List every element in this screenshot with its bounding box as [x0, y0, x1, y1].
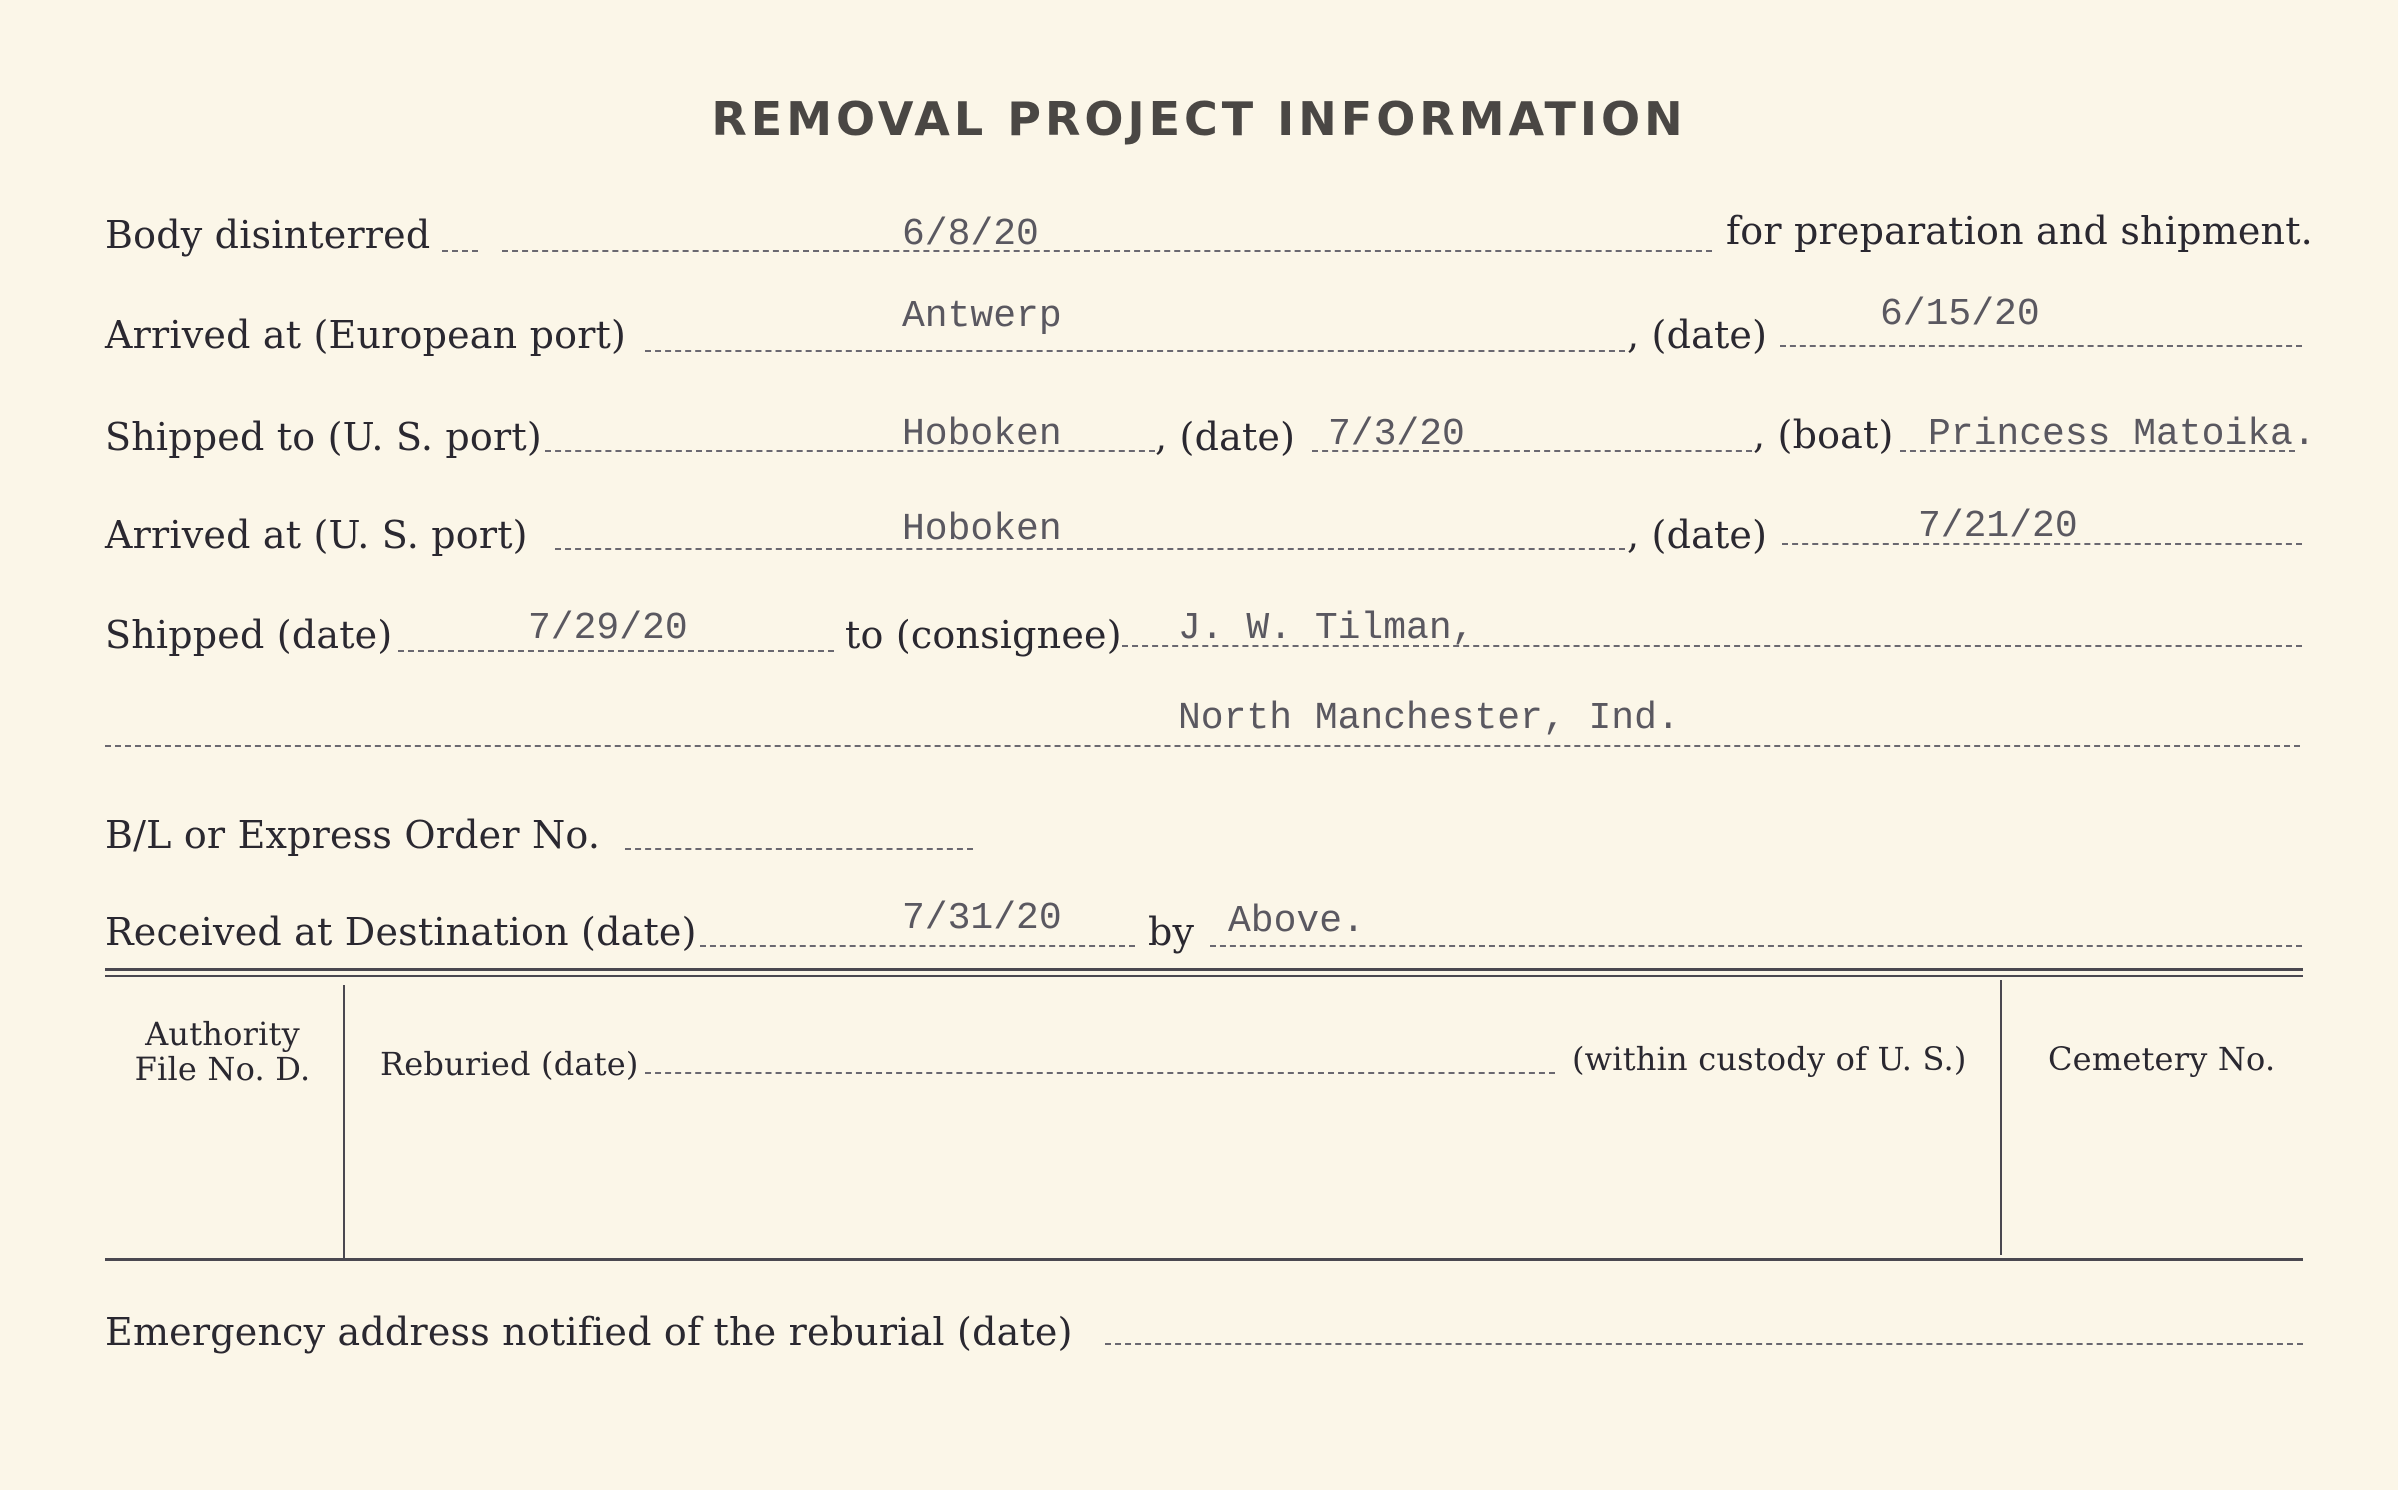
shipped-us-date: 7/3/20 [1328, 413, 1465, 456]
box-top-rule [105, 968, 2303, 971]
cemetery-label: Cemetery No. [2048, 1040, 2276, 1078]
address-line [105, 745, 2300, 747]
arrived-european-date: 6/15/20 [1880, 293, 2040, 336]
arrived-us-line [555, 548, 1625, 550]
authority-label-line1: Authority [145, 1015, 300, 1053]
body-disinterred-suffix: for preparation and shipment. [1726, 209, 2313, 253]
bl-order-label: B/L or Express Order No. [105, 813, 601, 857]
consignee-label: to (consignee) [845, 613, 1122, 657]
arrived-us-date: 7/21/20 [1918, 505, 2078, 548]
arrived-european-date-line [1780, 345, 2302, 347]
received-by: Above. [1228, 900, 1365, 943]
shipped-us-boat-label: , (boat) [1753, 413, 1894, 457]
arrived-european-date-label: , (date) [1627, 313, 1768, 357]
reburied-line [645, 1072, 1555, 1074]
box-divider-right [2000, 980, 2002, 1255]
body-disinterred-date: 6/8/20 [902, 213, 1039, 256]
shipped-us-label: Shipped to (U. S. port) [105, 415, 542, 459]
arrived-us-date-label: , (date) [1627, 513, 1768, 557]
received-date: 7/31/20 [902, 897, 1062, 940]
shipped-us-date-label: , (date) [1155, 415, 1296, 459]
shipped-us-boat: Princess Matoika. [1928, 413, 2316, 456]
consignee-name: J. W. Tilman, [1178, 607, 1475, 650]
shipped-us-line [545, 450, 1155, 452]
arrived-european-line [645, 350, 1625, 352]
body-disinterred-leader [442, 250, 478, 252]
authority-label-line2: File No. D. [134, 1050, 311, 1088]
body-disinterred-label: Body disinterred [105, 213, 431, 257]
page-title: REMOVAL PROJECT INFORMATION [711, 92, 1687, 146]
received-by-label: by [1148, 910, 1195, 954]
box-top-rule-inner [105, 975, 2303, 977]
shipped-label: Shipped (date) [105, 613, 393, 657]
received-by-line [1210, 945, 2302, 947]
custody-label: (within custody of U. S.) [1572, 1040, 1967, 1078]
emergency-line [1105, 1343, 2303, 1345]
consignee-address: North Manchester, Ind. [1178, 697, 1680, 740]
emergency-label: Emergency address notified of the reburial (date) [105, 1310, 1073, 1354]
shipped-date-line [398, 650, 834, 652]
box-bottom-rule [105, 1258, 2303, 1261]
received-label: Received at Destination (date) [105, 910, 697, 954]
shipped-date: 7/29/20 [528, 607, 688, 650]
arrived-european-port: Antwerp [902, 295, 1062, 338]
bl-order-line [625, 848, 973, 850]
box-divider-left [343, 985, 345, 1258]
arrived-us-label: Arrived at (U. S. port) [105, 513, 528, 557]
body-disinterred-line [502, 250, 1712, 252]
arrived-european-label: Arrived at (European port) [105, 313, 627, 357]
arrived-us-port: Hoboken [902, 508, 1062, 551]
reburied-label: Reburied (date) [380, 1045, 639, 1083]
shipped-us-port: Hoboken [902, 413, 1062, 456]
received-date-line [700, 945, 1135, 947]
